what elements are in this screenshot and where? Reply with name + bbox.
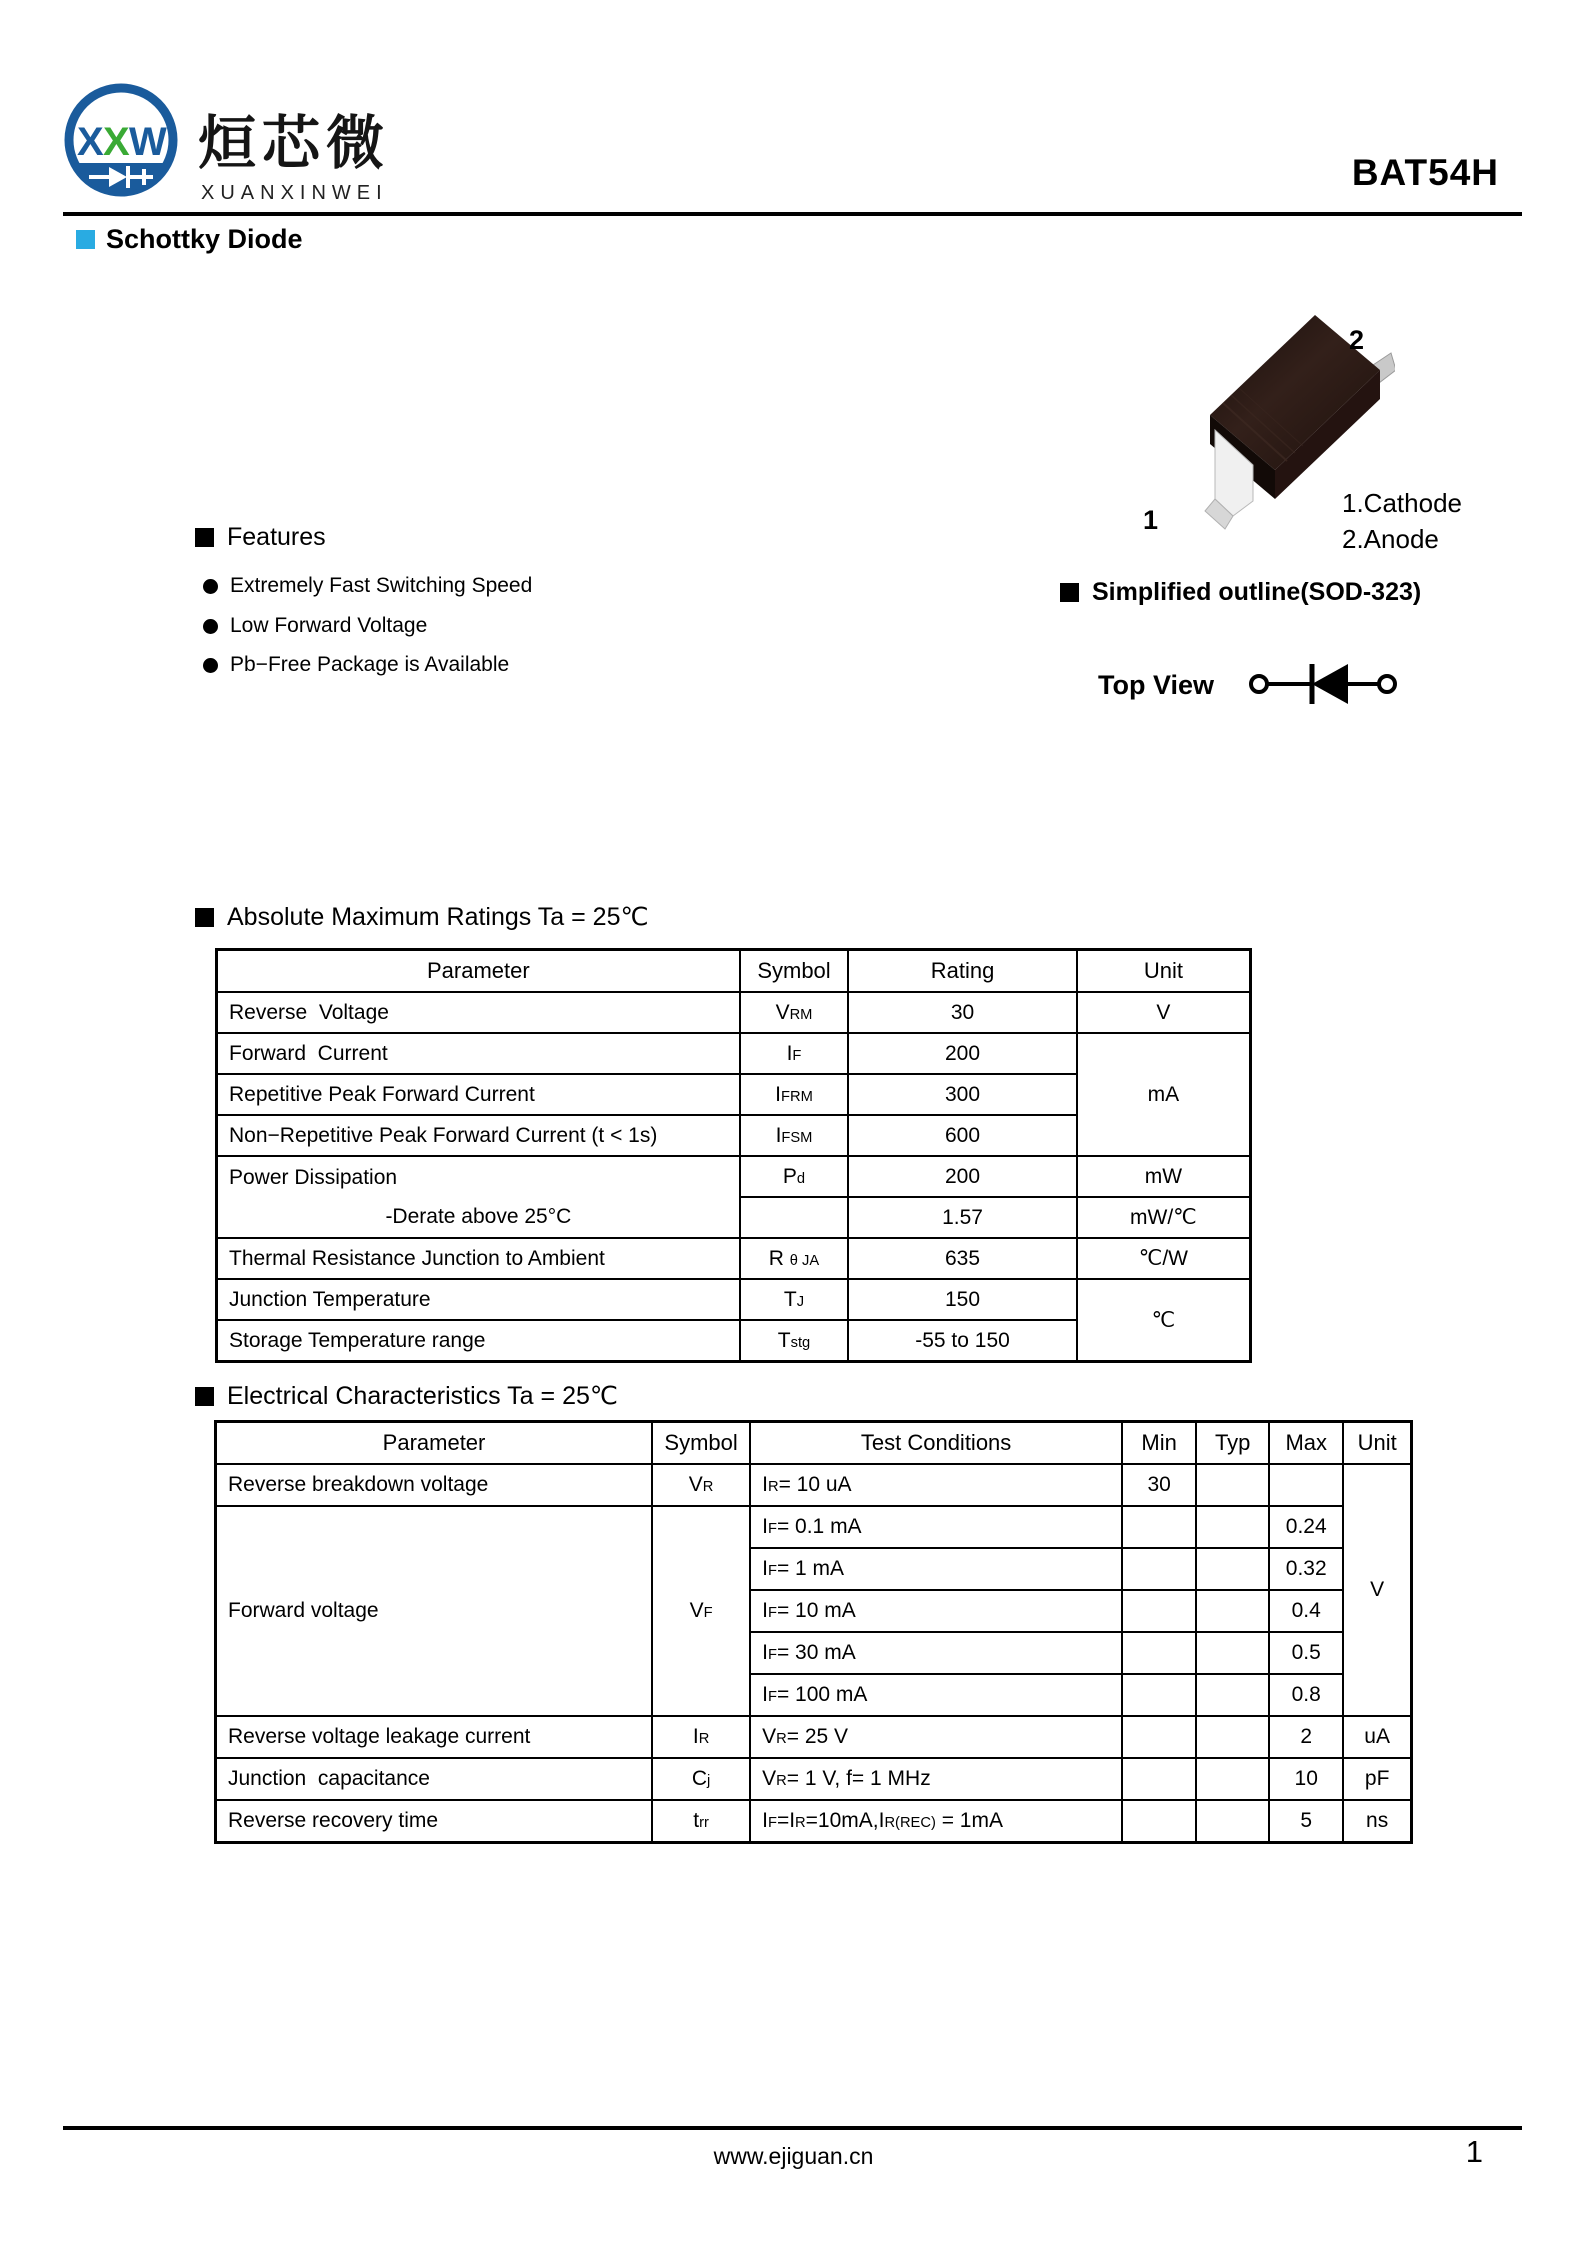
package-pin2-label: 2 bbox=[1349, 325, 1365, 355]
table-cell: 5 bbox=[1269, 1800, 1343, 1843]
table-row bbox=[217, 1156, 1251, 1197]
table-cell: mW bbox=[1077, 1156, 1251, 1197]
table-cell bbox=[1196, 1590, 1269, 1632]
abs-max-heading-label: Absolute Maximum Ratings Ta = 25℃ bbox=[227, 903, 649, 931]
table-row bbox=[216, 1800, 1412, 1843]
feature-item-label: Low Forward Voltage bbox=[230, 614, 428, 637]
footer-rule bbox=[63, 2126, 1522, 2130]
section-elec-heading bbox=[195, 1381, 618, 1411]
table-header-row bbox=[217, 950, 1251, 993]
logo-letter: X bbox=[103, 120, 130, 164]
table-cell: Storage Temperature range bbox=[217, 1320, 740, 1362]
company-name-cn: 烜芯微 bbox=[198, 111, 391, 176]
table-cell: VR= 1 V, f= 1 MHz bbox=[750, 1758, 1122, 1800]
table-header-cell: Typ bbox=[1196, 1422, 1269, 1465]
table-row bbox=[216, 1716, 1412, 1758]
pin-name-anode: 2.Anode bbox=[1342, 524, 1439, 554]
elec-heading-label: Electrical Characteristics Ta = 25℃ bbox=[227, 1382, 618, 1410]
table-cell bbox=[1122, 1632, 1196, 1674]
table-cell: Junction capacitance bbox=[216, 1758, 653, 1800]
table-cell: 300 bbox=[848, 1074, 1077, 1115]
table-cell: Cj bbox=[652, 1758, 750, 1800]
feature-item bbox=[203, 653, 509, 677]
table-cell: IFRM bbox=[740, 1074, 849, 1115]
table-cell: Reverse recovery time bbox=[216, 1800, 653, 1843]
table-cell: 0.32 bbox=[1269, 1548, 1343, 1590]
table-cell: V bbox=[1343, 1464, 1411, 1716]
table-cell: 635 bbox=[848, 1238, 1077, 1279]
table-cell: Pd bbox=[740, 1156, 849, 1197]
table-row bbox=[217, 1238, 1251, 1279]
table-cell bbox=[1196, 1506, 1269, 1548]
subtitle-bullet-icon bbox=[76, 230, 95, 249]
table-cell bbox=[1122, 1548, 1196, 1590]
table-row bbox=[216, 1758, 1412, 1800]
table-header-cell: Rating bbox=[848, 950, 1077, 993]
table-cell: ns bbox=[1343, 1800, 1411, 1843]
table-cell: Power Dissipation -Derate above 25°C bbox=[217, 1156, 740, 1238]
table-cell bbox=[1122, 1758, 1196, 1800]
table-cell: IF= 10 mA bbox=[750, 1590, 1122, 1632]
table-cell bbox=[740, 1197, 849, 1238]
table-row bbox=[216, 1506, 1412, 1548]
table-cell: 200 bbox=[848, 1033, 1077, 1074]
logo-letter: W bbox=[129, 120, 167, 164]
table-header-cell: Parameter bbox=[216, 1422, 653, 1465]
table-row bbox=[217, 1279, 1251, 1320]
feature-item-label: Extremely Fast Switching Speed bbox=[230, 574, 533, 597]
table-row bbox=[216, 1464, 1412, 1506]
table-cell: 150 bbox=[848, 1279, 1077, 1320]
footer-url: www.ejiguan.cn bbox=[713, 2143, 874, 2169]
table-cell: uA bbox=[1343, 1716, 1411, 1758]
table-cell: 0.4 bbox=[1269, 1590, 1343, 1632]
table-cell: -55 to 150 bbox=[848, 1320, 1077, 1362]
pin-name-cathode: 1.Cathode bbox=[1342, 488, 1462, 518]
table-cell: IF= 100 mA bbox=[750, 1674, 1122, 1716]
table-cell: IF= 0.1 mA bbox=[750, 1506, 1122, 1548]
table-cell: Forward Current bbox=[217, 1033, 740, 1074]
bullet-icon bbox=[203, 579, 218, 594]
package-pin1-label: 1 bbox=[1143, 505, 1159, 535]
page-number: 1 bbox=[1465, 2134, 1483, 2169]
header-rule bbox=[63, 212, 1522, 216]
section-bullet-icon bbox=[195, 908, 214, 927]
table-header-cell: Unit bbox=[1343, 1422, 1411, 1465]
bullet-icon bbox=[203, 619, 218, 634]
table-cell: pF bbox=[1343, 1758, 1411, 1800]
diode-symbol-icon bbox=[1248, 655, 1398, 713]
table-cell: VR bbox=[652, 1464, 750, 1506]
page-subtitle bbox=[76, 224, 303, 255]
table-header-row bbox=[216, 1422, 1412, 1465]
table-cell: Junction Temperature bbox=[217, 1279, 740, 1320]
table-cell: R θ JA bbox=[740, 1238, 849, 1279]
table-cell: 30 bbox=[1122, 1464, 1196, 1506]
bullet-icon bbox=[203, 658, 218, 673]
section-bullet-icon bbox=[195, 528, 214, 547]
simplified-outline-label: Simplified outline(SOD-323) bbox=[1092, 578, 1422, 606]
table-cell: VF bbox=[652, 1506, 750, 1716]
table-cell: VRM bbox=[740, 992, 849, 1033]
table-header-cell: Unit bbox=[1077, 950, 1251, 993]
feature-item bbox=[203, 574, 532, 598]
table-cell: Non−Repetitive Peak Forward Current (t < 1s) bbox=[217, 1115, 740, 1156]
section-features bbox=[195, 523, 326, 552]
section-bullet-icon bbox=[195, 1387, 214, 1406]
table-cell bbox=[1196, 1464, 1269, 1506]
table-cell: IF bbox=[740, 1033, 849, 1074]
table-cell: IR bbox=[652, 1716, 750, 1758]
table-header-cell: Min bbox=[1122, 1422, 1196, 1465]
table-cell bbox=[1122, 1716, 1196, 1758]
feature-item-label: Pb−Free Package is Available bbox=[230, 653, 510, 676]
table-header-cell: Symbol bbox=[740, 950, 849, 993]
table-header-cell: Max bbox=[1269, 1422, 1343, 1465]
feature-item bbox=[203, 614, 427, 638]
table-row bbox=[217, 1033, 1251, 1074]
table-cell: Reverse voltage leakage current bbox=[216, 1716, 653, 1758]
table-cell: 30 bbox=[848, 992, 1077, 1033]
table-cell: TJ bbox=[740, 1279, 849, 1320]
table-cell: Thermal Resistance Junction to Ambient bbox=[217, 1238, 740, 1279]
table-cell: IF=IR=10mA,IR(REC) = 1mA bbox=[750, 1800, 1122, 1843]
table-cell: Tstg bbox=[740, 1320, 849, 1362]
table-cell: 1.57 bbox=[848, 1197, 1077, 1238]
table-cell: Forward voltage bbox=[216, 1506, 653, 1716]
part-number: BAT54H bbox=[1351, 152, 1499, 193]
elec-table bbox=[214, 1420, 1413, 1844]
table-cell: 0.24 bbox=[1269, 1506, 1343, 1548]
table-cell: ℃ bbox=[1077, 1279, 1251, 1362]
table-cell: IF= 30 mA bbox=[750, 1632, 1122, 1674]
top-view-label: Top View bbox=[1098, 670, 1215, 700]
table-cell bbox=[1122, 1674, 1196, 1716]
table-cell: mW/℃ bbox=[1077, 1197, 1251, 1238]
table-header-cell: Symbol bbox=[652, 1422, 750, 1465]
table-cell bbox=[1196, 1800, 1269, 1843]
table-cell: IF= 1 mA bbox=[750, 1548, 1122, 1590]
table-cell: ℃/W bbox=[1077, 1238, 1251, 1279]
table-cell: V bbox=[1077, 992, 1251, 1033]
table-cell: trr bbox=[652, 1800, 750, 1843]
table-cell: 0.5 bbox=[1269, 1632, 1343, 1674]
table-cell bbox=[1269, 1464, 1343, 1506]
logo-letter: X bbox=[77, 120, 104, 164]
section-bullet-icon bbox=[1060, 583, 1079, 602]
table-cell: 600 bbox=[848, 1115, 1077, 1156]
table-header-cell: Parameter bbox=[217, 950, 740, 993]
company-name-en: XUANXINWEI bbox=[201, 182, 388, 204]
table-cell: IFSM bbox=[740, 1115, 849, 1156]
section-abs-max-heading bbox=[195, 902, 649, 932]
table-header-cell: Test Conditions bbox=[750, 1422, 1122, 1465]
table-cell: IR= 10 uA bbox=[750, 1464, 1122, 1506]
table-cell: mA bbox=[1077, 1033, 1251, 1156]
table-cell bbox=[1122, 1506, 1196, 1548]
company-logo-icon bbox=[45, 62, 195, 212]
table-cell bbox=[1196, 1674, 1269, 1716]
table-cell: 2 bbox=[1269, 1716, 1343, 1758]
abs-max-table bbox=[215, 948, 1252, 1363]
page-subtitle-label: Schottky Diode bbox=[106, 224, 303, 254]
features-heading: Features bbox=[227, 523, 326, 551]
table-cell: 200 bbox=[848, 1156, 1077, 1197]
table-cell bbox=[1196, 1632, 1269, 1674]
table-cell: VR= 25 V bbox=[750, 1716, 1122, 1758]
table-cell: 10 bbox=[1269, 1758, 1343, 1800]
table-cell bbox=[1196, 1548, 1269, 1590]
table-cell bbox=[1196, 1716, 1269, 1758]
table-cell bbox=[1196, 1758, 1269, 1800]
table-cell: 0.8 bbox=[1269, 1674, 1343, 1716]
section-simplified-outline bbox=[1060, 578, 1421, 607]
table-cell: Reverse Voltage bbox=[217, 992, 740, 1033]
table-row bbox=[217, 992, 1251, 1033]
table-cell: Repetitive Peak Forward Current bbox=[217, 1074, 740, 1115]
table-cell bbox=[1122, 1800, 1196, 1843]
table-cell: Reverse breakdown voltage bbox=[216, 1464, 653, 1506]
table-cell bbox=[1122, 1590, 1196, 1632]
